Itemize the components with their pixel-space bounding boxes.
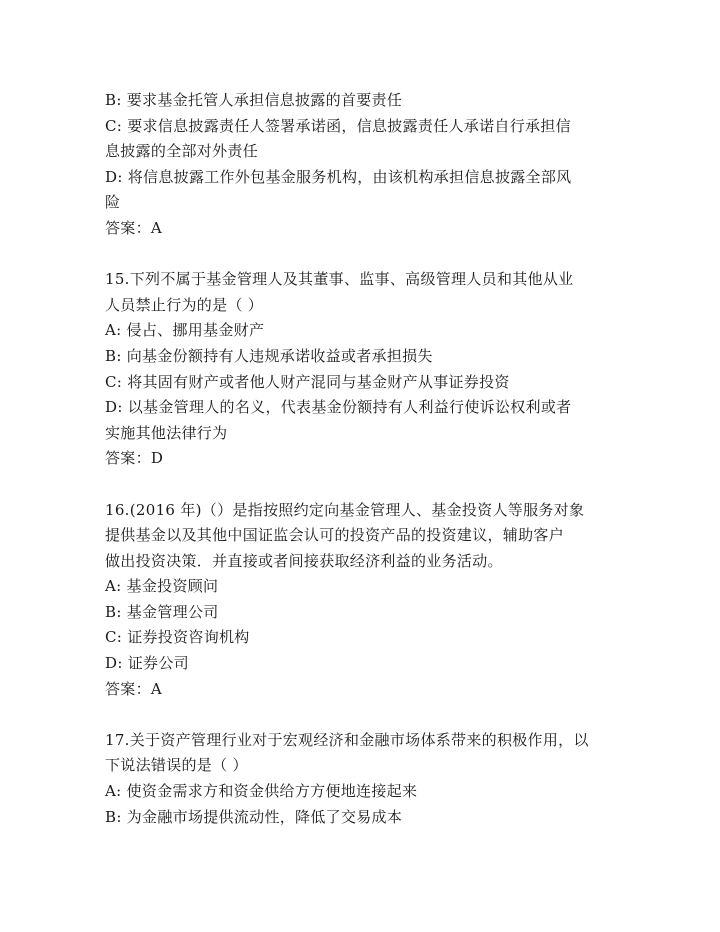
- q15-option-b: B: 向基金份额持有人违规承诺收益或者承担损失: [105, 346, 433, 365]
- q16-option-d: D: 证券公司: [105, 654, 189, 673]
- document-page: [105, 88, 645, 830]
- q15-option-d-line1: D: 以基金管理人的名义，代表基金份额持有人利益行使诉讼权利或者: [105, 398, 572, 417]
- q15-option-d-line2: 实施其他法律行为: [105, 423, 228, 442]
- q17-stem-line1: 17.关于资产管理行业对于宏观经济和金融市场体系带来的积极作用，以: [105, 730, 589, 749]
- q16-option-a: A: 基金投资顾问: [105, 577, 219, 596]
- q17-option-a: A: 使资金需求方和资金供给方方便地连接起来: [105, 782, 418, 801]
- q16-stem-line3: 做出投资决策．并直接或者间接获取经济利益的业务活动。: [105, 551, 503, 570]
- q14-option-b: B: 要求基金托管人承担信息披露的首要责任: [105, 91, 403, 109]
- q14-option-c-line2: 息披露的全部对外责任: [105, 142, 259, 161]
- spacer: [105, 242, 645, 268]
- q14-option-c-line1: C: 要求信息披露责任人签署承诺函，信息披露责任人承诺自行承担信: [105, 116, 571, 135]
- q16-stem-line2: 提供基金以及其他中国证监会认可的投资产品的投资建议，辅助客户: [105, 526, 565, 545]
- q15-option-c: C: 将其固有财产或者他人财产混同与基金财产从事证券投资: [105, 372, 510, 391]
- q15-stem-line1: 15.下列不属于基金管理人及其董事、监事、高级管理人员和其他从业: [105, 270, 574, 289]
- q16-option-b: B: 基金管理公司: [105, 602, 219, 621]
- spacer: [105, 472, 645, 498]
- q15-option-a: A: 侵占、挪用基金财产: [105, 321, 265, 340]
- q15-answer: 答案：D: [105, 449, 164, 468]
- q16-answer: 答案：A: [105, 679, 163, 698]
- q16-stem-line1: 16.(2016 年)（）是指按照约定向基金管理人、基金投资人等服务对象: [105, 500, 585, 519]
- spacer: [105, 702, 645, 728]
- q17-stem-line2: 下说法错误的是（ ）: [105, 756, 248, 775]
- q15-stem-line2: 人员禁止行为的是（ ）: [105, 295, 264, 314]
- q17-option-b: B: 为金融市场提供流动性，降低了交易成本: [105, 807, 403, 826]
- q14-option-d-line2: 险: [105, 193, 121, 212]
- q14-option-d-line1: D: 将信息披露工作外包基金服务机构，由该机构承担信息披露全部风: [105, 167, 572, 186]
- q14-answer: 答案：A: [105, 218, 163, 237]
- q16-option-c: C: 证券投资咨询机构: [105, 628, 250, 647]
